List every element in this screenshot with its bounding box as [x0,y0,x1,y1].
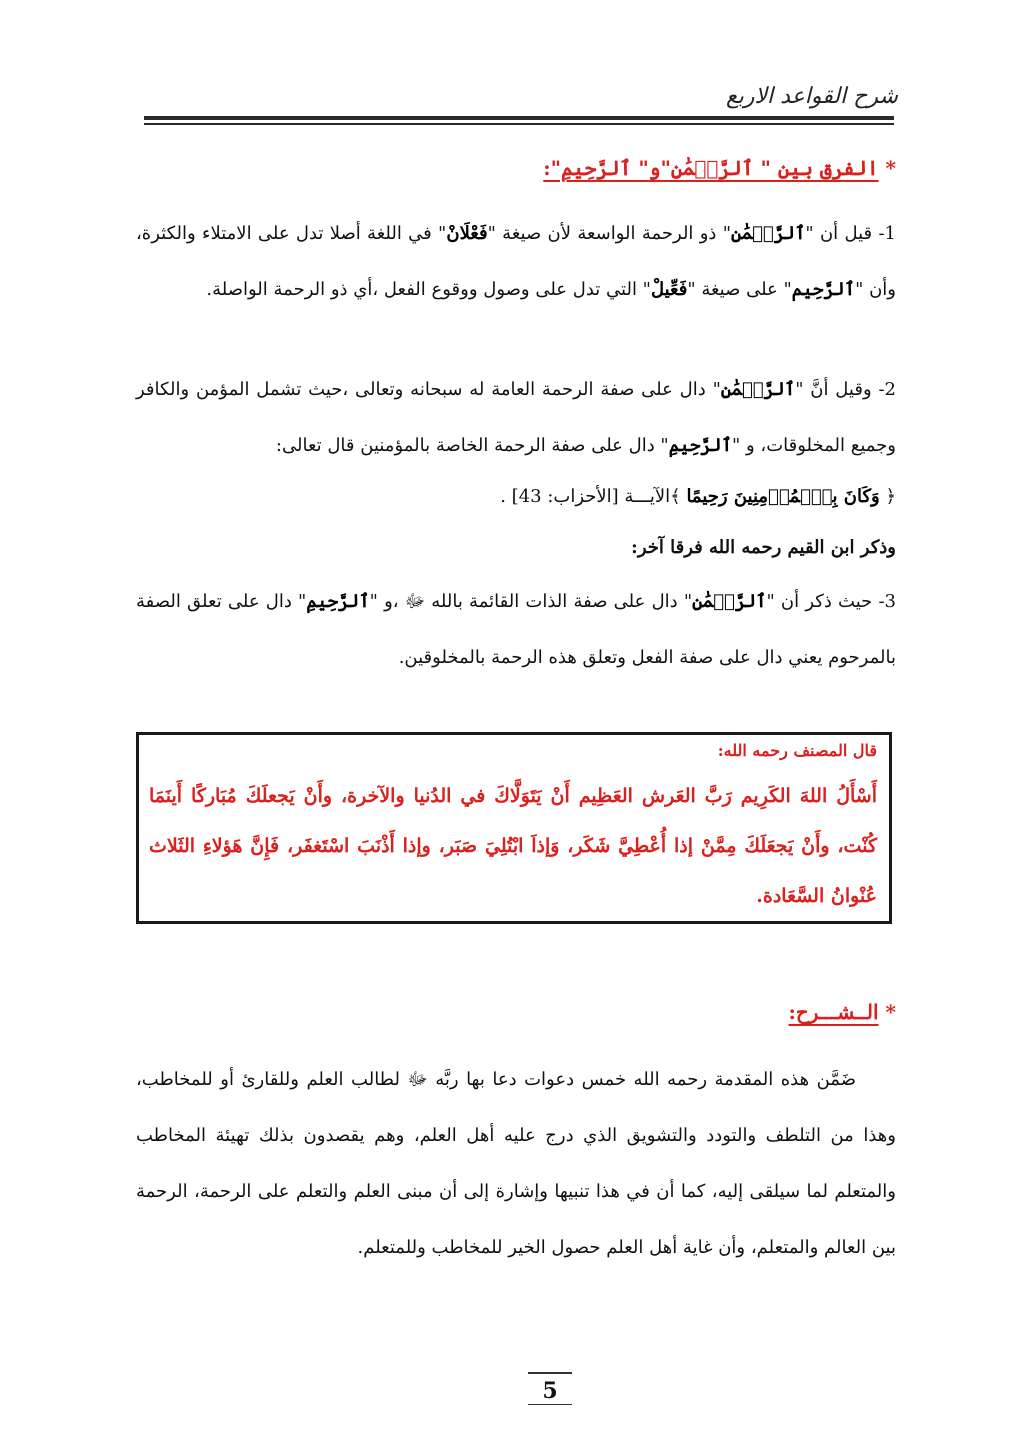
p2-term-rahim: ٱلرَّحِيمِ [668,435,732,456]
p5-text-a: 3- حيث ذكر أن " [766,591,896,612]
running-header-title: شرح القواعد الاربع [726,84,898,109]
quran-verse: وَكَانَ بِٱلۡمُؤۡمِنِينَ رَحِيمًا [686,486,880,507]
page-number-rule-bottom [528,1404,572,1406]
p1-pattern-falan: فَعْلَانْ [446,223,488,244]
p5-term-rahman: ٱلرَّحۡمَٰنِ [692,591,767,612]
section-heading-difference [543,156,896,180]
quote-label: قال المصنف رحمه الله: [717,741,877,760]
heading-star: * [885,1000,896,1024]
paragraph-1 [136,206,896,318]
p2-text-e: " دال على صفة الرحمة الخاصة بالمؤمنين قال تعالى: [275,435,669,456]
heading-text: الفرق بين " ٱلرَّحۡمَٰنِ"و" ٱلرَّحِيمِ": [543,156,879,180]
p1-text-i: " التي تدل على وصول ووقوع الفعل ،أي ذو الرحمة الواصلة. [206,279,651,300]
author-quote-box [136,732,892,924]
p5-text-e: " دال على تعلق الصفة بالمرحوم يعني دال على صفة الفعل وتعلق هذه الرحمة بالمخلوقين. [136,591,896,668]
p5-text-c: " دال على صفة الذات القائمة بالله ﷻ ،و " [369,591,693,612]
section-heading-explanation [788,1000,896,1024]
paragraph-3-verse [136,469,896,525]
page-number: 5 [542,1377,558,1404]
verse-bracket-close: ﴾ [670,486,681,507]
explanation-paragraph: ضَمَّن هذه المقدمة رحمه الله خمس دعوات دعا بها ربَّه ﷻ لطالب العلم وللقارئ أو للمخاطب، وهذا من التلطف والتودد والتشويق الذي درج عليه أهل العلم، وهم يقصدون بذلك تهيئة المخاطب والمتعلم لما سيلقى إليه، كما أن في هذا تنبيها وإشارة إلى أن مبنى العلم والتعلم على الرحمة، الرحمة بين العالم والمتعلم، وأن غاية أهل العلم حصول الخير للمخاطب وللمتعلم. [136,1069,896,1258]
p1-term-rahim: ٱلرَّحِيم [791,279,856,300]
verse-bracket-open: ﴿ [885,486,896,507]
heading-star: * [885,156,896,180]
p1-pattern-fail: فَعِّيلْ [650,279,688,300]
verse-reference: الآيـــة [الأحزاب: 43] . [500,486,671,507]
p1-text-c: " ذو الرحمة الواسعة لأن صيغة " [487,223,732,244]
p5-term-rahim: ٱلرَّحِيمِ [306,591,370,612]
page-number-block [528,1372,572,1405]
p1-text-g: " على صيغة " [687,279,792,300]
p2-text-a: 2- وقيل أنَّ " [795,379,896,400]
p2-text-c: " دال على صفة الرحمة العامة له سبحانه وتعالى ،حيث تشمل المؤمن والكافر وجميع المخلوقات، و " [136,379,896,456]
quote-text: أَسْأَلُ اللهَ الكَرِيم رَبَّ العَرش العَظِيم أَنْ يَتَوَلَّاكَ في الدُنيا والآخرة، وأَنْ يَجعلَكَ مُبَاركًا أَينَمَا كُنْت، وأَنْ يَجعَلَكَ مِمَّنْ إذا أُعْطِيَّ شَكَر، وَإذاَ ابْتُلِيَ صَبَر، وإذا أَذْنَبَ اسْتَغفَر، فَإِنَّ هَؤلاءِ الثَلاث عُنْوانُ السَّعَادة. [149,785,877,907]
header-rule-thin [144,123,894,125]
paragraph-5 [136,574,896,686]
heading-text: الــشـــرح: [788,1000,879,1024]
paragraph-2 [136,362,896,474]
p1-term-rahman: ٱلرَّحۡمَٰنِ [731,223,806,244]
p1-text-e: " في اللغة أصلا تدل على الامتلاء والكثرة، وأن " [136,223,896,300]
header-rule-thick [144,116,894,120]
p2-term-rahman: ٱلرَّحۡمَٰنِ [720,379,796,400]
p1-text-a: 1- قيل أن " [805,223,896,244]
paragraph-4-ibn-qayyim: وذكر ابن القيم رحمه الله فرقا آخر: [631,537,896,558]
